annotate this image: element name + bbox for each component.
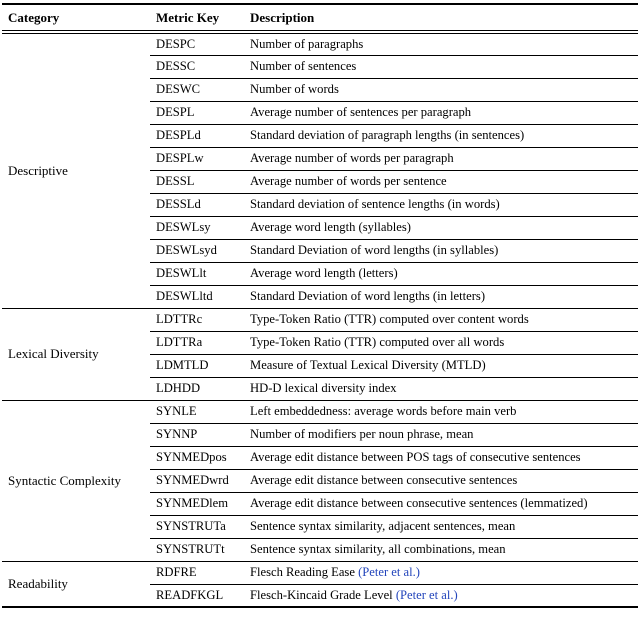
description-text: Type-Token Ratio (TTR) computed over content words [250,312,529,326]
description-text: Average edit distance between POS tags of consecutive sentences [250,450,581,464]
description-text: Number of sentences [250,59,357,73]
column-header-metric-key: Metric Key [150,4,244,32]
metric-description-cell [244,469,638,492]
metric-key: DESWLltd [150,285,244,308]
description-text: Standard deviation of paragraph lengths (in sentences) [250,128,525,142]
metric-key: DESSC [150,55,244,78]
description-text: Sentence syntax similarity, adjacent sentences, mean [250,519,516,533]
description-text: Flesch-Kincaid Grade Level [250,587,396,602]
metric-description-cell [244,331,638,354]
metric-description-cell [244,55,638,78]
description-text: Average edit distance between consecutive sentences [250,473,518,487]
metric-description-cell [244,538,638,561]
description-text: Average word length (syllables) [250,220,411,234]
metric-key: SYNSTRUTt [150,538,244,561]
category-cell: Syntactic Complexity [2,400,150,561]
description-text: HD-D lexical diversity index [250,381,397,395]
metric-description-cell [244,584,638,607]
metric-key: SYNNP [150,423,244,446]
metric-description-cell [244,308,638,331]
metric-key: SYNLE [150,400,244,423]
metric-description-cell [244,239,638,262]
metric-description-cell [244,492,638,515]
metric-description-cell [244,32,638,55]
metric-description-cell [244,216,638,239]
metric-key: DESPLw [150,147,244,170]
header-row [2,4,638,32]
metric-description-cell [244,377,638,400]
metric-description-cell [244,400,638,423]
metric-key: SYNSTRUTa [150,515,244,538]
description-text: Standard Deviation of word lengths (in letters) [250,289,486,303]
metric-key: DESSL [150,170,244,193]
metric-key: LDTTRa [150,331,244,354]
metric-description-cell [244,193,638,216]
metric-description-cell [244,446,638,469]
table-row [2,308,638,331]
table-row [2,32,638,55]
metric-description-cell [244,101,638,124]
category-cell: Lexical Diversity [2,308,150,400]
metric-key: DESWLlt [150,262,244,285]
description-text: Left embeddedness: average words before main verb [250,404,517,418]
description-text: Average number of sentences per paragraph [250,105,472,119]
description-text: Standard deviation of sentence lengths (in words) [250,197,500,211]
metric-key: DESWC [150,78,244,101]
description-text: Flesch Reading Ease [250,565,359,579]
description-text: Measure of Textual Lexical Diversity (MTLD) [250,358,486,372]
metric-key: DESPL [150,101,244,124]
category-cell: Descriptive [2,32,150,308]
metric-key: RDFRE [150,561,244,584]
column-header-description: Description [244,4,638,32]
metric-key: SYNMEDpos [150,446,244,469]
description-text: Sentence syntax similarity, all combinations, mean [250,542,506,556]
metric-description-cell [244,147,638,170]
citation-link[interactable]: (Peter et al.) [358,565,420,579]
description-text: Type-Token Ratio (TTR) computed over all words [250,335,505,349]
description-text: Average number of words per sentence [250,174,447,188]
description-text: Number of words [250,82,339,96]
metric-key: SYNMEDlem [150,492,244,515]
table-body [2,32,638,607]
metric-key: LDTTRc [150,308,244,331]
description-text: Number of modifiers per noun phrase, mean [250,427,474,441]
metric-description-cell [244,515,638,538]
metric-description-cell [244,285,638,308]
description-text: Number of paragraphs [250,36,364,51]
metric-description-cell [244,423,638,446]
column-header-category: Category [2,4,150,32]
table-row [2,400,638,423]
metric-description-cell [244,78,638,101]
category-cell: Readability [8,575,68,591]
metrics-table [2,3,638,608]
metric-key: DESSLd [150,193,244,216]
metric-description-cell [244,170,638,193]
metric-key: DESWLsy [150,216,244,239]
metric-key: DESWLsyd [150,239,244,262]
metric-description-cell [244,354,638,377]
metric-key: DESPC [150,32,244,55]
description-text: Average word length (letters) [250,266,398,280]
metric-description-cell [244,262,638,285]
metric-key: LDMTLD [150,354,244,377]
metric-key: LDHDD [150,377,244,400]
table-row [2,561,638,584]
description-text: Average number of words per paragraph [250,151,454,165]
description-text: Standard Deviation of word lengths (in syllables) [250,243,499,257]
metric-key: SYNMEDwrd [150,469,244,492]
metric-key: READFKGL [156,587,224,602]
metric-description-cell [244,561,638,584]
description-text: Average edit distance between consecutive sentences (lemmatized) [250,496,588,510]
metric-key: DESPLd [150,124,244,147]
metric-description-cell [244,124,638,147]
citation-link[interactable]: (Peter et al.) [395,587,458,602]
